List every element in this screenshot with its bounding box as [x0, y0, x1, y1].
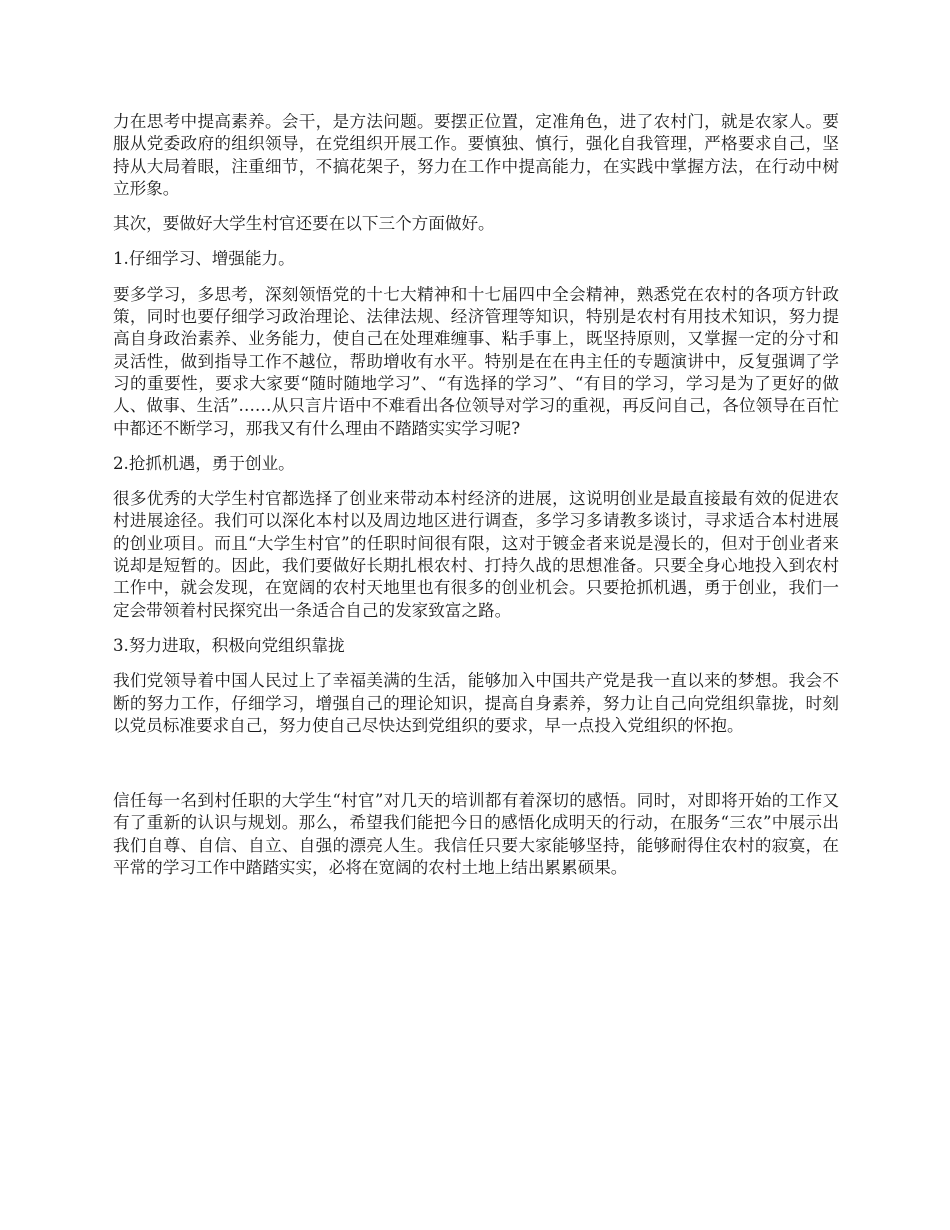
- paragraph-1: 力在思考中提高素养。会干，是方法问题。要摆正位置，定准角色，进了农村门，就是农家人。要服从党委政府的组织领导，在党组织开展工作。要慎独、慎行，强化自我管理，严格要求自己，坚持从大局着眼，注重细节，不搞花架子，努力在工作中提高能力，在实践中掌握方法，在行动中树立形象。: [113, 112, 839, 198]
- paragraph-6: 信任每一名到村任职的大学生“村官”对几天的培训都有着深切的感悟。同时，对即将开始的工作又有了重新的认识与规划。那么，希望我们能把今日的感悟化成明天的行动，在服务“三农”中展示出我们自尊、自信、自立、自强的漂亮人生。我信任只要大家能够坚持，能够耐得住农村的寂寞，在平常的学习工作中踏踏实实，必将在宽阔的农村土地上结出累累硕果。: [113, 791, 839, 878]
- section-heading-3: 3.努力进取，积极向党组织靠拢: [113, 635, 345, 655]
- section-heading-2: 2.抢抓机遇，勇于创业。: [113, 453, 295, 473]
- blank-gap: [113, 750, 839, 790]
- paragraph-4: 很多优秀的大学生村官都选择了创业来带动本村经济的进展，这说明创业是最直接最有效的促进农村进展途径。我们可以深化本村以及周边地区进行调查，多学习多请教多谈讨，寻求适合本村进展的创业项目。而且“大学生村官”的任职时间很有限，这对于镀金者来说是漫长的，但对于创业者来说却是短暂的。因此，我们要做好长期扎根农村、打持久战的思想准备。只要全身心地投入到农村工作中，就会发现，在宽阔的农村天地里也有很多的创业机会。只要抢抓机遇，勇于创业，我们一定会带领着村民探究出一条适合自己的发家致富之路。: [113, 489, 839, 620]
- paragraph-2: 其次，要做好大学生村官还要在以下三个方面做好。: [113, 214, 495, 234]
- section-heading-1: 1.仔细学习、增强能力。: [113, 249, 295, 269]
- paragraph-5: 我们党领导着中国人民过上了幸福美满的生活，能够加入中国共产党是我一直以来的梦想。我会不断的努力工作，仔细学习，增强自己的理论知识，提高自身素养，努力让自己向党组织靠拢，时刻以党员标准要求自己，努力使自己尽快达到党组织的要求，早一点投入党组织的怀抱。: [113, 671, 839, 735]
- document-body: [113, 111, 839, 892]
- paragraph-3: 要多学习，多思考，深刻领悟党的十七大精神和十七届四中全会精神，熟悉党在农村的各项方针政策，同时也要仔细学习政治理论、法律法规、经济管理等知识，特别是农村有用技术知识，努力提高自身政治素养、业务能力，使自己在处理难缠事、粘手事上，既坚持原则，又掌握一定的分寸和灵活性，做到指导工作不越位，帮助增收有水平。特别是在在冉主任的专题演讲中，反复强调了学习的重要性，要求大家要“随时随地学习”、“有选择的学习”、“有目的学习，学习是为了更好的做人、做事、生活”……从只言片语中不难看出各位领导对学习的重视，再反问自己，各位领导在百忙中都还不断学习，那我又有什么理由不踏踏实实学习呢?: [113, 284, 839, 438]
